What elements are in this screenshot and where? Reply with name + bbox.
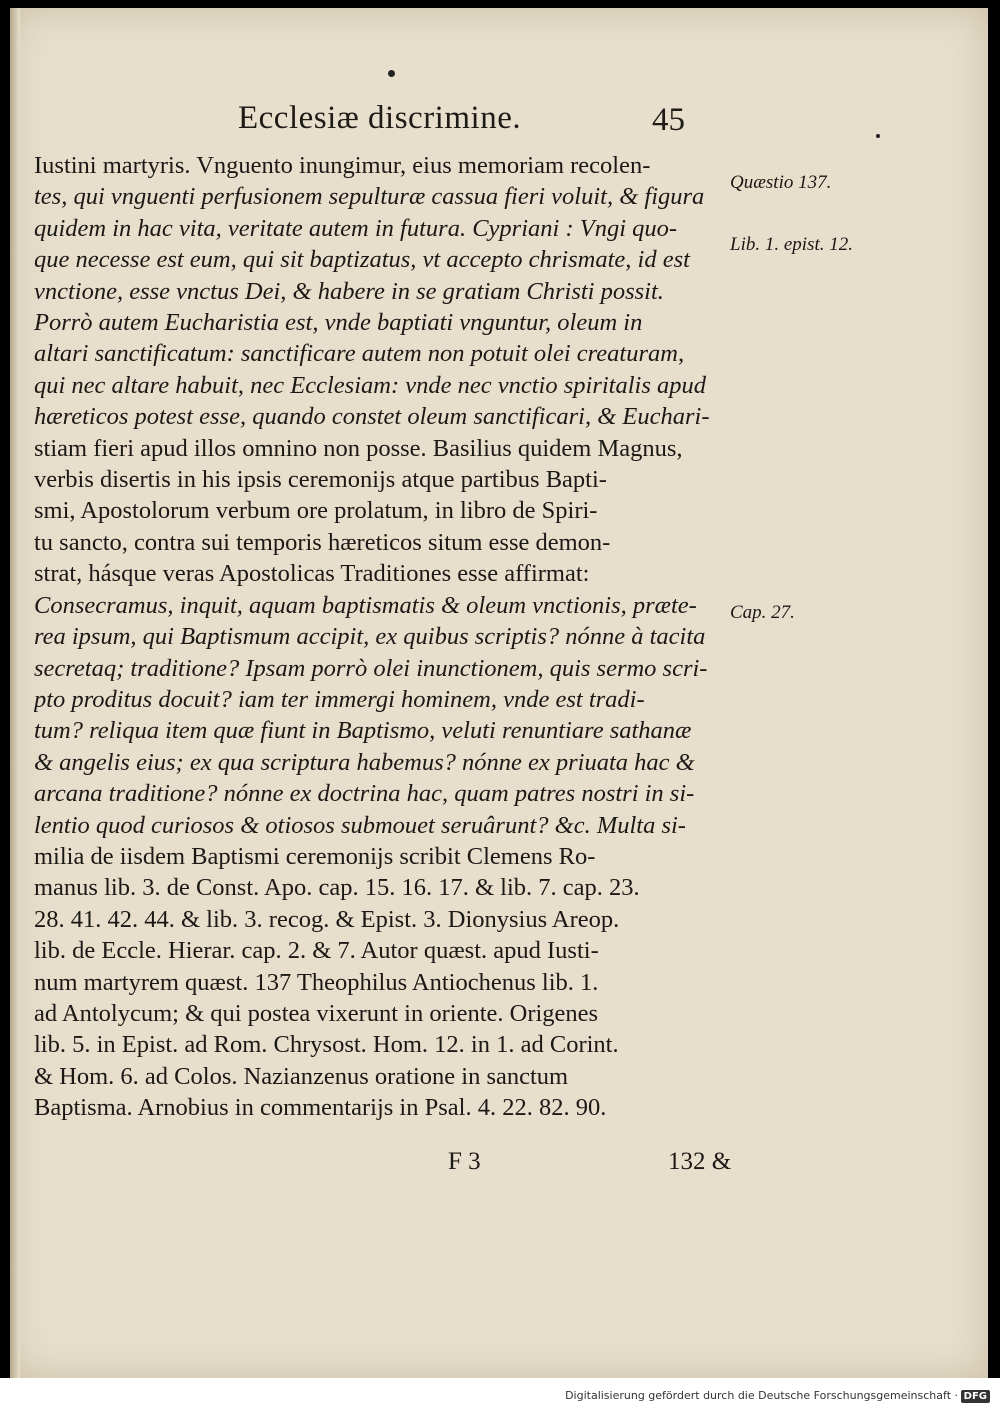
- text-line: verbis disertis in his ipsis ceremonijs atque partibus Bapti-: [34, 466, 607, 494]
- text-line: strat, hásque veras Apostolicas Traditiones esse affirmat:: [34, 560, 590, 588]
- dfg-logo: DFG: [961, 1390, 990, 1403]
- text-line: 28. 41. 42. 44. & lib. 3. recog. & Epist. 3. Dionysius Areop.: [34, 905, 620, 933]
- text-line: qui nec altare habuit, nec Ecclesiam: vnde nec vnctio spiritalis apud: [34, 371, 706, 399]
- text-line: vnctione, esse vnctus Dei, & habere in se gratiam Christi possit.: [34, 277, 664, 305]
- text-line: Porrò autem Eucharistia est, vnde baptiati vnguntur, oleum in: [34, 309, 643, 337]
- digitization-footer: [0, 1378, 1000, 1408]
- text-line: Baptisma. Arnobius in commentarijs in Psal. 4. 22. 82. 90.: [34, 1094, 607, 1122]
- text-line: & angelis eius; ex qua scriptura habemus? nónne ex priuata hac &: [34, 748, 695, 776]
- text-line: stiam fieri apud illos omnino non posse. Basilius quidem Magnus,: [34, 434, 683, 462]
- text-line: rea ipsum, qui Baptismum accipit, ex quibus scriptis? nónne à tacita: [34, 623, 706, 651]
- running-head: Ecclesiæ discrimine.: [238, 100, 522, 136]
- margin-note: Lib. 1. epist. 12.: [730, 234, 853, 255]
- funding-notice: Digitalisierung gefördert durch die Deutsche Forschungsgemeinschaft ·: [565, 1389, 958, 1402]
- text-line: lentio quod curiosos & otiosos submouet seruârunt? &c. Multa si-: [34, 811, 686, 839]
- text-line: lib. 5. in Epist. ad Rom. Chrysost. Hom. 12. in 1. ad Corint.: [34, 1031, 619, 1059]
- text-line: altari sanctificatum: sanctificare autem non potuit olei creaturam,: [34, 340, 685, 368]
- text-line: pto proditus docuit? iam ter immergi hominem, vnde est tradi-: [34, 685, 645, 713]
- text-line: arcana traditione? nónne ex doctrina hac, quam patres nostri in si-: [34, 780, 695, 808]
- text-line: ad Antolycum; & qui postea vixerunt in oriente. Origenes: [34, 999, 599, 1027]
- text-line: smi, Apostolorum verbum ore prolatum, in libro de Spiri-: [34, 497, 598, 525]
- catchword: 132 &: [668, 1148, 732, 1175]
- text-line: quidem in hac vita, veritate autem in futura. Cypriani : Vngi quo-: [34, 214, 678, 242]
- text-line: que necesse est eum, qui sit baptizatus, vt accepto chrismate, id est: [34, 246, 690, 274]
- ink-mark: [876, 134, 880, 138]
- text-line: num martyrem quæst. 137 Theophilus Antiochenus lib. 1.: [34, 968, 599, 996]
- text-line: Iustini martyris. Vnguento inungimur, eius memoriam recolen-: [34, 152, 651, 179]
- text-line: tu sancto, contra sui temporis hæreticos situm esse demon-: [34, 528, 611, 556]
- book-page: [10, 8, 988, 1378]
- signature-mark: F 3: [448, 1148, 481, 1175]
- text-line: Consecramus, inquit, aquam baptismatis & oleum vnctionis, præte-: [34, 591, 697, 619]
- text-line: tes, qui vnguenti perfusionem sepulturæ cassua fieri voluit, & figura: [34, 183, 705, 211]
- text-line: secretaq; traditione? Ipsam porrò olei inunctionem, quis sermo scri-: [34, 654, 708, 682]
- ink-mark: [388, 70, 395, 77]
- text-line: & Hom. 6. ad Colos. Nazianzenus oratione in sanctum: [34, 1062, 569, 1090]
- body-text: [34, 150, 728, 1124]
- margin-note: Cap. 27.: [730, 602, 795, 623]
- text-line: manus lib. 3. de Const. Apo. cap. 15. 16. 17. & lib. 7. cap. 23.: [34, 874, 640, 902]
- text-line: hæreticos potest esse, quando constet oleum sanctificari, & Euchari-: [34, 403, 710, 431]
- text-line: lib. de Eccle. Hierar. cap. 2. & 7. Autor quæst. apud Iusti-: [34, 937, 599, 965]
- margin-note: Quæstio 137.: [730, 172, 832, 193]
- page-number: 45: [652, 102, 685, 138]
- text-line: milia de iisdem Baptismi ceremonijs scribit Clemens Ro-: [34, 842, 596, 870]
- text-line: tum? reliqua item quæ fiunt in Baptismo, veluti renuntiare sathanæ: [34, 717, 692, 745]
